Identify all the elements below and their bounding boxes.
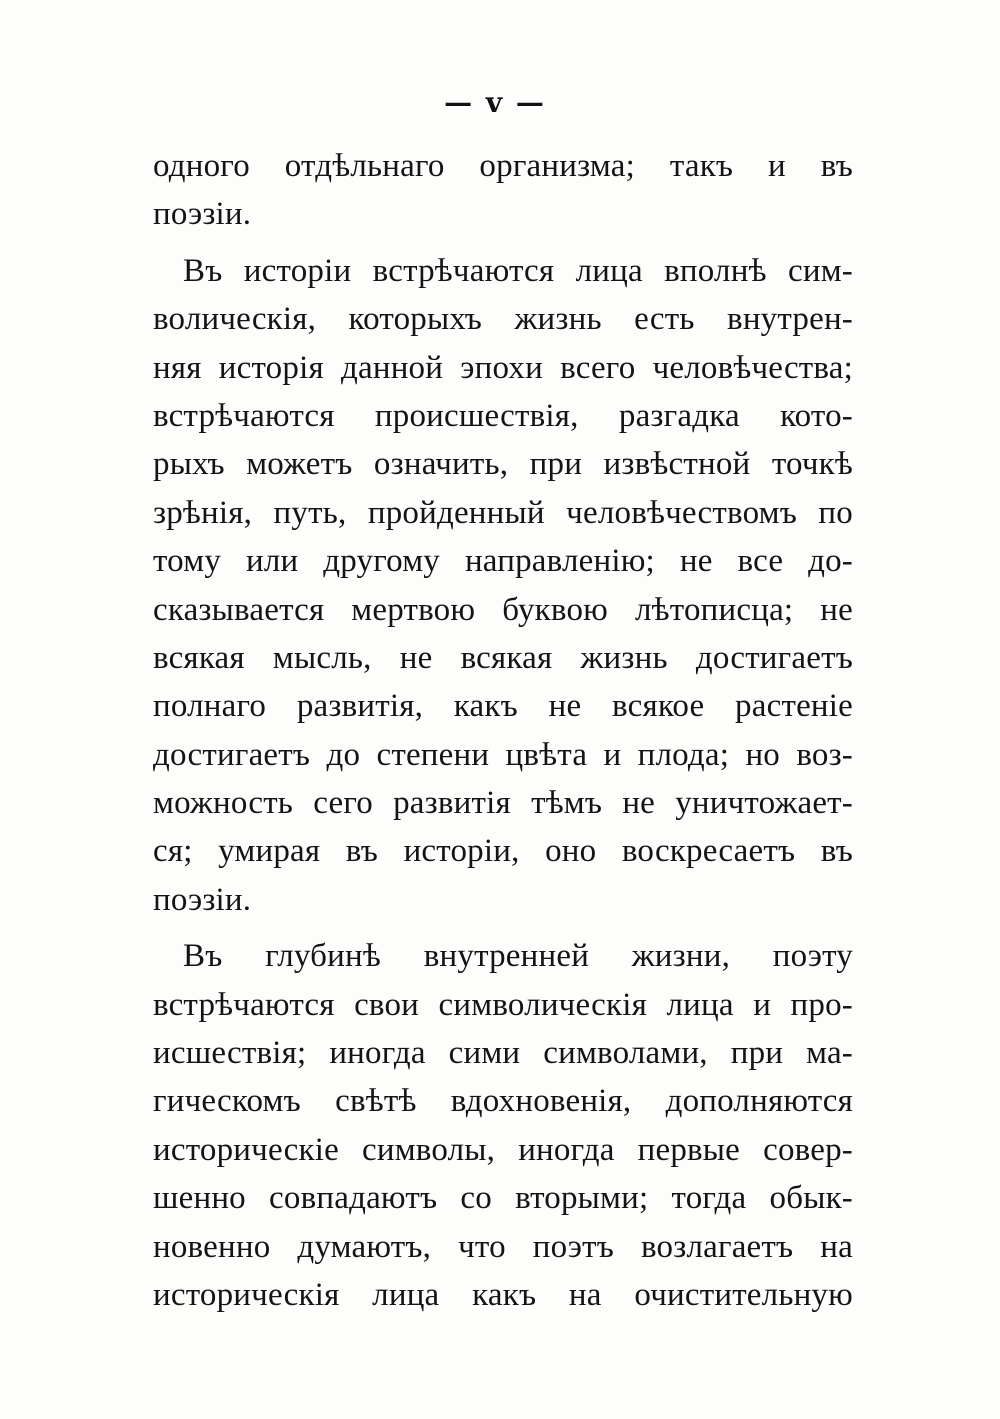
paragraph [153,247,853,924]
paragraph [153,142,853,239]
text-line: историческія лица какъ на очистительную [153,1276,853,1313]
text-line: Въ глубинѣ внутренней жизни, поэту [183,938,853,975]
text-line: можность сего развитія тѣмъ не уничтожает- [153,785,853,822]
text-line: встрѣчаются свои символическія лица и про- [153,986,853,1023]
text-line: поэзіи. [153,196,252,233]
text-line: поэзіи. [153,881,252,918]
text-line: шенно совпадаютъ со вторыми; тогда обык- [153,1180,853,1217]
text-line: достигаетъ до степени цвѣта и плода; но воз- [153,736,853,773]
text-line: полнаго развитія, какъ не всякое растеніе [153,688,853,725]
text-line: одного отдѣльнаго организма; такъ и въ [153,148,853,184]
text-line: Въ исторіи встрѣчаются лица вполнѣ сим- [183,252,853,289]
text-line: тому или другому направленію; не все до- [153,543,853,580]
text-line: рыхъ можетъ означить, при извѣстной точкѣ [153,446,853,483]
text-line: встрѣчаются происшествія, разгадка кото- [153,397,853,434]
text-line: исшествія; иногда сими символами, при ма- [153,1035,853,1072]
body-text [153,142,853,1319]
text-line: волическія, которыхъ жизнь есть внутрен- [153,301,853,338]
text-line: историческіе символы, иногда первые совер- [153,1131,853,1168]
text-line: сказывается мертвою буквою лѣтописца; не [153,591,853,628]
text-line: гическомъ свѣтѣ вдохновенія, дополняются [153,1083,853,1120]
text-line: няя исторія данной эпохи всего человѣчества; [153,349,853,386]
text-line: зрѣнія, путь, пройденный человѣчествомъ по [153,494,853,531]
text-line: ся; умирая въ исторіи, оно воскресаетъ въ [153,833,853,870]
page-number: — v — [444,86,546,119]
text-line: новенно думаютъ, что поэтъ возлагаетъ на [153,1228,853,1265]
paragraph [153,932,853,1319]
text-line: всякая мысль, не всякая жизнь достигаетъ [153,639,853,676]
